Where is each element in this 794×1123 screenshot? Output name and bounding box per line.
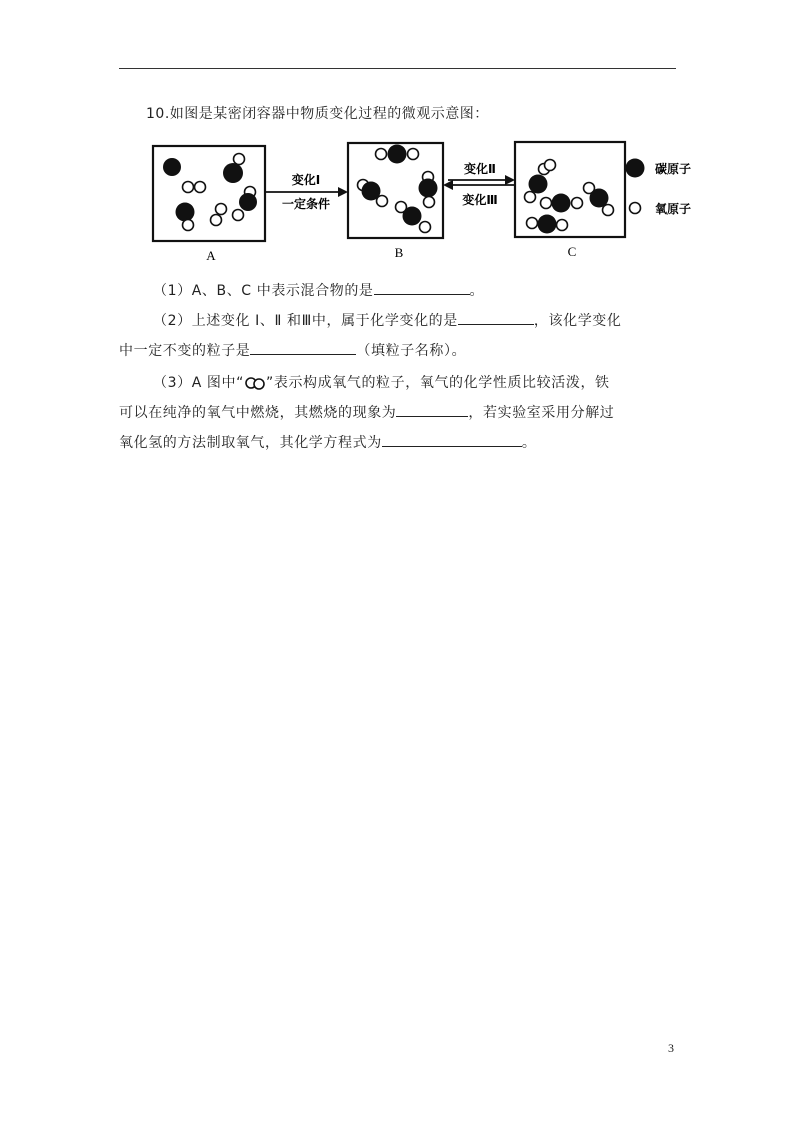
box-b-label: B [394, 245, 404, 260]
arrow2-top-label: 变化Ⅱ [464, 162, 496, 176]
answer-blank-4[interactable] [396, 401, 468, 417]
arrow1-top-label: 变化Ⅰ [291, 173, 321, 187]
legend-carbon-symbol [626, 159, 645, 178]
part-1: （1）A、B、C 中表示混合物的是 。 [119, 276, 676, 306]
header-rule [119, 68, 676, 69]
answer-blank-3[interactable] [250, 339, 356, 355]
answer-blank-1[interactable] [374, 279, 470, 295]
answer-blank-5[interactable] [382, 431, 522, 447]
arrow2-bottom-label: 变化Ⅲ [462, 193, 498, 207]
legend-oxygen-symbol [630, 203, 641, 214]
arrow-change-1 [265, 172, 348, 211]
legend-oxygen-label: 氧原子 [655, 202, 692, 216]
legend [626, 159, 692, 217]
arrow-change-2-3 [443, 161, 515, 207]
box-c-label: C [567, 244, 577, 259]
part-2: （2）上述变化 Ⅰ、Ⅱ 和Ⅲ中，属于化学变化的是 ，该化学变化 中一定不变的粒子是 （填粒子名称）。 [119, 306, 676, 366]
legend-carbon-label: 碳原子 [655, 162, 692, 176]
micro-diagram [150, 140, 710, 265]
box-a-label: A [206, 248, 216, 263]
question-title: 10.如图是某密闭容器中物质变化过程的微观示意图： [146, 106, 489, 122]
arrow1-bottom-label: 一定条件 [281, 197, 331, 211]
answer-blank-2[interactable] [458, 309, 534, 325]
oxygen-molecule-icon [244, 376, 266, 390]
part-3: （3）A 图中“ ”表示构成氧气的粒子，氧气的化学性质比较活泼，铁 可以在纯净的氧气中燃烧，其燃烧的现象为 ，若实验室采用分解过 氧化氢的方法制取氧气，其化学方程式为 。 [119, 375, 615, 451]
page-number: 3 [668, 1041, 674, 1055]
